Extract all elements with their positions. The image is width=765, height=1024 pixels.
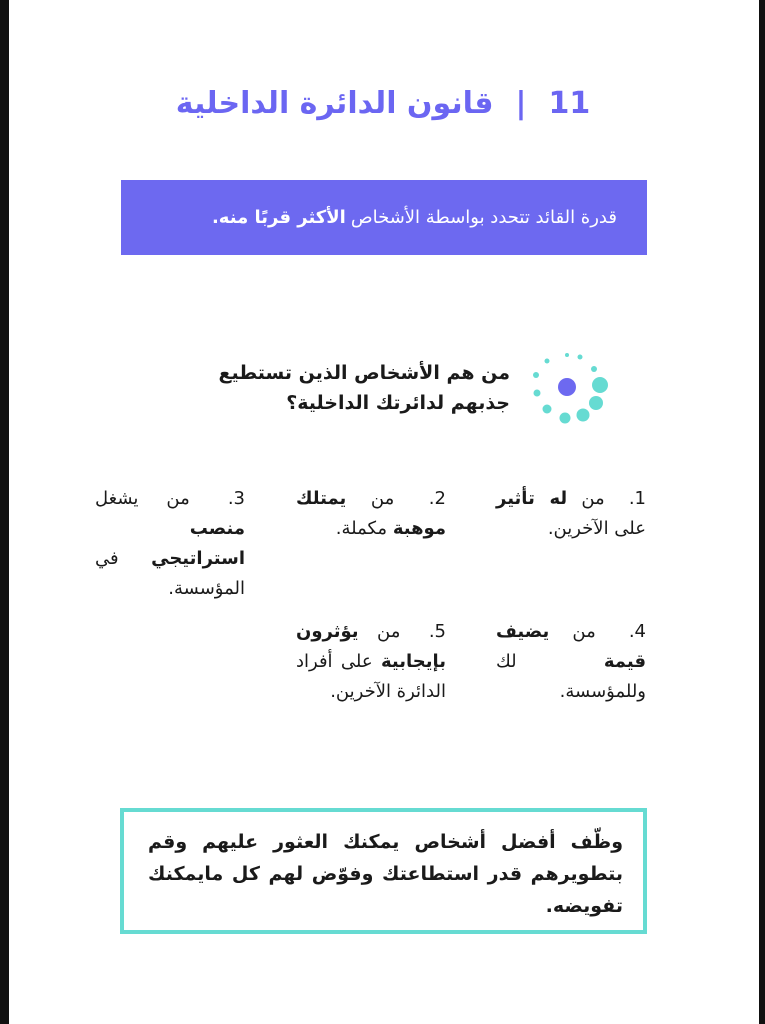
item-number: 1.	[628, 488, 646, 509]
question-line: جذبهم لدائرتك الداخلية؟	[286, 392, 510, 414]
banner-bold-text: الأكثر قربًا منه.	[211, 207, 346, 228]
item-suffix: مكملة.	[335, 518, 388, 539]
item-prefix: من	[572, 621, 596, 642]
center-dot	[558, 378, 576, 396]
item-prefix: من	[377, 621, 401, 642]
page-edge-right	[759, 0, 765, 1024]
item-suffix: على أفراد الدائرة الآخرين.	[296, 651, 446, 702]
item-prefix: من	[370, 488, 395, 509]
item-bold: يؤثرون بإيجابية	[296, 621, 446, 672]
banner-text: قدرة القائد تتحدد بواسطة الأشخاص	[350, 207, 617, 228]
note-box	[120, 808, 647, 934]
question-line: من هم الأشخاص الذين تستطيع	[218, 362, 510, 384]
page-title	[120, 78, 646, 128]
note-text: وظّف أفضل أشخاص يمكنك العثور عليهم وقم بتطويرهم قدر استطاعتك وفوّض لهم كل مايمكنك تفويضه.	[148, 831, 623, 917]
item-number: 5.	[428, 621, 446, 642]
item-bold: منصب استراتيجي	[151, 518, 245, 569]
list-item	[496, 617, 646, 707]
question-text	[190, 358, 510, 418]
list-item	[296, 484, 446, 544]
item-number: 2.	[428, 488, 446, 509]
item-suffix: لك وللمؤسسة.	[496, 651, 646, 702]
item-bold: له تأثير	[496, 488, 568, 509]
list-item	[296, 617, 446, 707]
highlight-banner	[121, 180, 647, 255]
item-bold: يضيف قيمة	[496, 621, 646, 672]
item-number: 3.	[227, 488, 245, 509]
item-bold: يمتلك موهبة	[296, 488, 446, 539]
item-suffix: على الآخرين.	[547, 518, 646, 539]
list-item	[496, 484, 646, 544]
title-separator: |	[515, 85, 527, 121]
item-suffix: في المؤسسة.	[95, 548, 245, 599]
page-edge-left	[0, 0, 9, 1024]
title-number: 11	[548, 85, 591, 121]
list-item	[95, 484, 245, 604]
item-number: 4.	[628, 621, 646, 642]
item-prefix: من	[581, 488, 605, 509]
item-prefix: من يشغل	[95, 488, 190, 509]
title-text: قانون الدائرة الداخلية	[175, 85, 494, 121]
circle-dots-icon	[525, 345, 620, 440]
